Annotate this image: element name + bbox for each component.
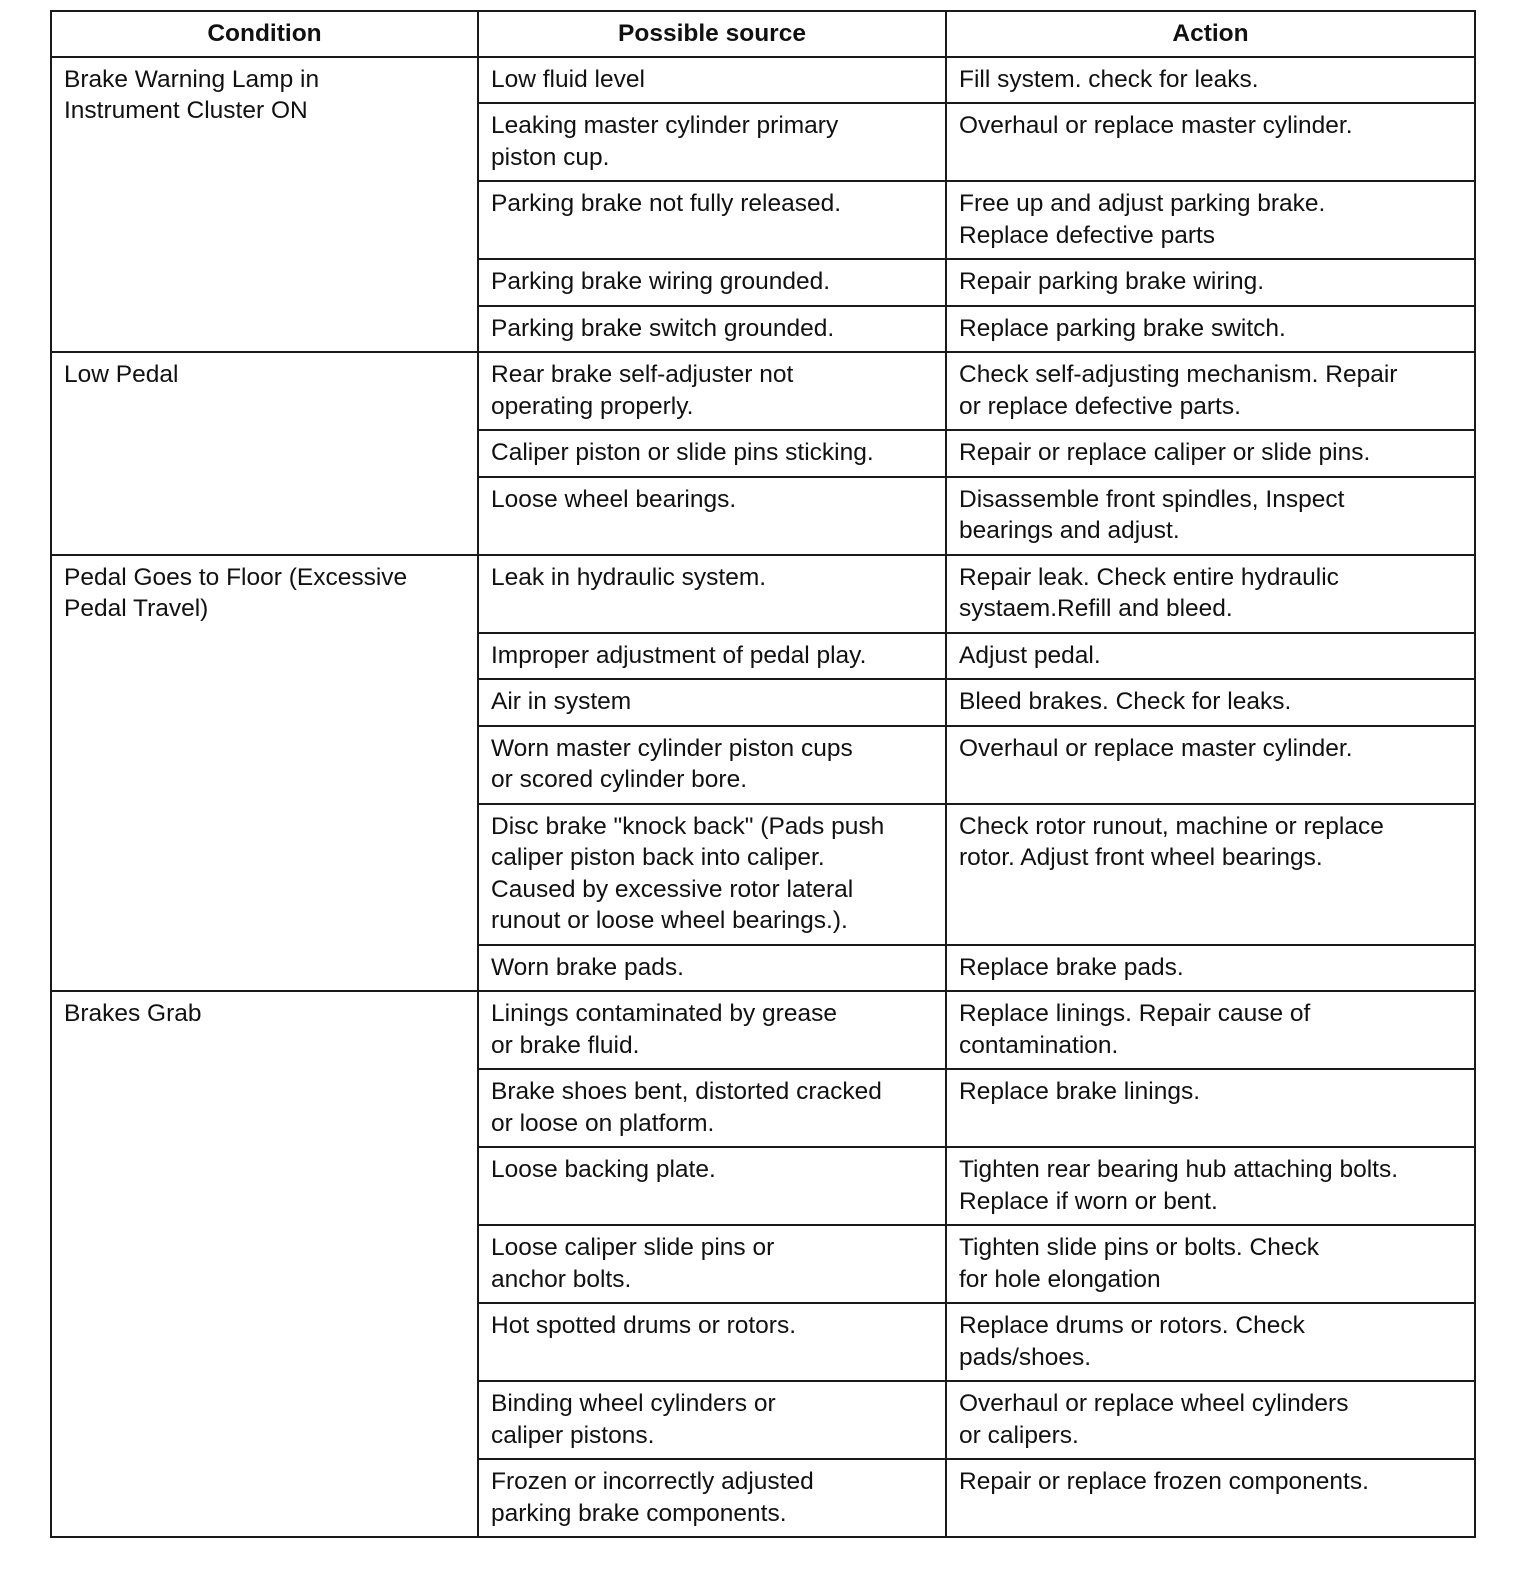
action-text: Bleed brakes. Check for leaks.	[959, 688, 1292, 715]
action-cell	[946, 633, 1475, 680]
action-cell	[946, 1225, 1475, 1303]
header-condition: Condition	[51, 11, 478, 57]
source-text: Loose wheel bearings.	[491, 485, 737, 513]
header-possible-source: Possible source	[478, 11, 946, 57]
source-text: Frozen or incorrectly adjusted parking brake components.	[491, 1468, 814, 1527]
source-cell	[478, 181, 946, 259]
action-text: Repair or replace caliper or slide pins.	[959, 439, 1371, 466]
source-text: Binding wheel cylinders or caliper pistons.	[491, 1390, 776, 1449]
source-text: Disc brake "knock back" (Pads push caliper piston back into caliper. Caused by excessive rotor lateral runout or loose wheel bearings.).	[491, 812, 885, 934]
source-text: Rear brake self-adjuster not operating properly.	[491, 361, 794, 420]
source-cell	[478, 1459, 946, 1537]
source-text: Low fluid level	[491, 65, 645, 93]
source-cell	[478, 1381, 946, 1459]
source-cell	[478, 1147, 946, 1225]
source-text: Parking brake not fully released.	[491, 190, 841, 217]
action-text: Replace brake pads.	[959, 953, 1184, 981]
source-cell	[478, 1303, 946, 1381]
source-text: Worn brake pads.	[491, 953, 684, 981]
action-cell	[946, 306, 1475, 353]
source-cell	[478, 991, 946, 1069]
source-cell	[478, 430, 946, 477]
table-row	[51, 991, 1475, 1069]
action-text: Disassemble front spindles, Inspect bearings and adjust.	[959, 485, 1345, 544]
condition-cell	[51, 352, 478, 555]
table-row	[51, 352, 1475, 430]
condition-text: Pedal Goes to Floor (Excessive Pedal Travel)	[64, 563, 408, 622]
source-text: Caliper piston or slide pins sticking.	[491, 439, 874, 466]
source-text: Improper adjustment of pedal play.	[491, 641, 867, 669]
source-text: Linings contaminated by grease or brake fluid.	[491, 1000, 837, 1059]
action-text: Fill system. check for leaks.	[959, 65, 1259, 93]
table-row	[51, 57, 1475, 104]
action-cell	[946, 352, 1475, 430]
action-text: Check self-adjusting mechanism. Repair or replace defective parts.	[959, 361, 1398, 420]
action-cell	[946, 555, 1475, 633]
table-body	[51, 57, 1475, 1538]
condition-cell	[51, 57, 478, 353]
source-text: Parking brake wiring grounded.	[491, 268, 831, 295]
source-cell	[478, 679, 946, 726]
troubleshooting-table	[50, 10, 1476, 1538]
action-cell	[946, 103, 1475, 181]
source-cell	[478, 352, 946, 430]
action-text: Check rotor runout, machine or replace rotor. Adjust front wheel bearings.	[959, 812, 1384, 871]
source-cell	[478, 103, 946, 181]
action-text: Replace brake linings.	[959, 1078, 1201, 1105]
source-cell	[478, 945, 946, 992]
action-cell	[946, 726, 1475, 804]
source-cell	[478, 1225, 946, 1303]
action-cell	[946, 679, 1475, 726]
action-text: Free up and adjust parking brake. Replace defective parts	[959, 190, 1326, 249]
action-cell	[946, 991, 1475, 1069]
source-text: Worn master cylinder piston cups or scored cylinder bore.	[491, 734, 853, 793]
header-row	[51, 11, 1475, 57]
action-cell	[946, 804, 1475, 945]
source-cell	[478, 477, 946, 555]
source-text: Leaking master cylinder primary piston cup.	[491, 112, 839, 171]
action-text: Overhaul or replace wheel cylinders or calipers.	[959, 1390, 1349, 1449]
condition-cell	[51, 991, 478, 1537]
action-cell	[946, 1303, 1475, 1381]
action-text: Adjust pedal.	[959, 641, 1101, 669]
source-cell	[478, 726, 946, 804]
action-cell	[946, 945, 1475, 992]
action-text: Replace linings. Repair cause of contamination.	[959, 1000, 1311, 1059]
source-cell	[478, 1069, 946, 1147]
action-text: Repair parking brake wiring.	[959, 268, 1265, 295]
action-cell	[946, 1147, 1475, 1225]
source-cell	[478, 555, 946, 633]
source-text: Brake shoes bent, distorted cracked or loose on platform.	[491, 1078, 882, 1137]
source-text: Leak in hydraulic system.	[491, 563, 767, 591]
action-text: Repair leak. Check entire hydraulic systaem.Refill and bleed.	[959, 563, 1339, 622]
action-cell	[946, 430, 1475, 477]
action-cell	[946, 477, 1475, 555]
action-cell	[946, 1459, 1475, 1537]
action-text: Overhaul or replace master cylinder.	[959, 112, 1353, 139]
action-cell	[946, 1381, 1475, 1459]
action-text: Replace drums or rotors. Check pads/shoes.	[959, 1312, 1305, 1371]
source-text: Loose backing plate.	[491, 1156, 716, 1183]
action-text: Tighten slide pins or bolts. Check for hole elongation	[959, 1234, 1319, 1293]
condition-cell	[51, 555, 478, 992]
header-action: Action	[946, 11, 1475, 57]
action-cell	[946, 181, 1475, 259]
source-text: Loose caliper slide pins or anchor bolts.	[491, 1234, 775, 1293]
condition-text: Low Pedal	[64, 361, 179, 388]
source-cell	[478, 306, 946, 353]
action-cell	[946, 1069, 1475, 1147]
condition-text: Brakes Grab	[64, 1000, 202, 1027]
source-text: Hot spotted drums or rotors.	[491, 1312, 797, 1339]
source-text: Parking brake switch grounded.	[491, 314, 835, 342]
condition-text: Brake Warning Lamp in Instrument Cluster ON	[64, 65, 320, 124]
action-cell	[946, 259, 1475, 306]
action-text: Repair or replace frozen components.	[959, 1468, 1369, 1495]
source-cell	[478, 259, 946, 306]
action-cell	[946, 57, 1475, 104]
table-row	[51, 555, 1475, 633]
action-text: Tighten rear bearing hub attaching bolts. Replace if worn or bent.	[959, 1156, 1399, 1215]
source-cell	[478, 804, 946, 945]
source-cell	[478, 57, 946, 104]
source-text: Air in system	[491, 688, 632, 715]
action-text: Replace parking brake switch.	[959, 314, 1286, 342]
source-cell	[478, 633, 946, 680]
action-text: Overhaul or replace master cylinder.	[959, 734, 1353, 762]
